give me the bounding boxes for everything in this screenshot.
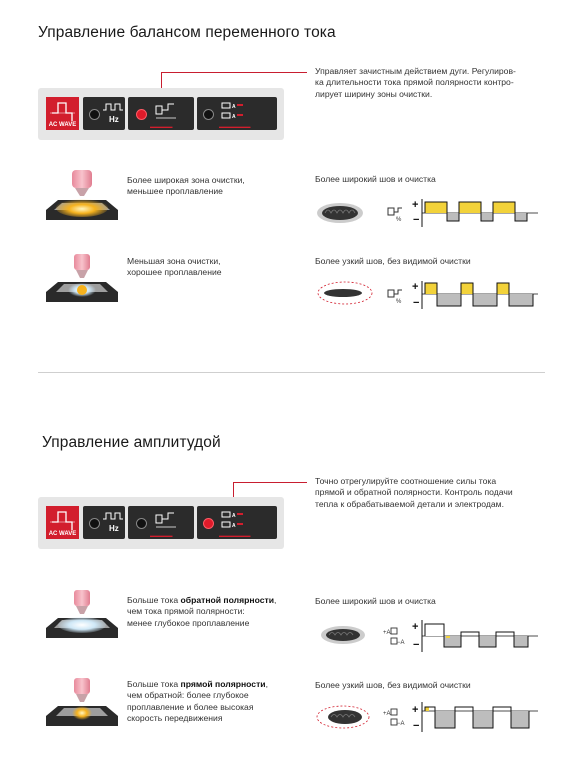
section2-note: Точно отрегулируйте соотношение силы тока прямой и обратной полярности. Контроль подачи тепла к обрабатываемой детали и электродам. xyxy=(315,476,513,509)
torch-narrow-icon xyxy=(42,252,122,308)
amplitude-symbol-icon xyxy=(383,708,407,730)
weld-bead-narrow xyxy=(315,280,375,306)
svg-text:+: + xyxy=(412,621,419,633)
svg-text:−: − xyxy=(413,297,420,309)
torch-wide-icon xyxy=(42,588,122,644)
svg-text:−: − xyxy=(413,214,420,226)
row1-caption: Более широкая зона очистки, меньшее проплавление xyxy=(127,175,245,197)
svg-text:−A: −A xyxy=(397,721,405,727)
frequency-control xyxy=(83,97,125,130)
waveform-amplitude-straight xyxy=(410,702,545,734)
amplitude-control xyxy=(197,97,277,130)
amplitude-knob[interactable] xyxy=(203,109,214,120)
amplitude-knob[interactable] xyxy=(203,518,214,529)
svg-text:+: + xyxy=(412,704,419,716)
balance-control xyxy=(128,97,194,130)
hz-label: Hz xyxy=(109,115,119,124)
svg-text:A: A xyxy=(232,104,236,110)
hz-label: Hz xyxy=(109,524,119,533)
frequency-control xyxy=(83,506,125,539)
row2-result: Более узкий шов, без видимой очистки xyxy=(315,256,471,266)
svg-text:%: % xyxy=(396,217,402,223)
weld-bead-wide xyxy=(315,201,365,225)
torch-wide-icon xyxy=(42,166,122,226)
amplitude-control xyxy=(197,506,277,539)
balance-symbol-icon xyxy=(386,288,404,304)
amplitude-icon xyxy=(219,510,249,532)
weld-bead-wide xyxy=(318,624,368,646)
row3-caption: Больше тока обратной полярности, чем тока прямой полярности: менее глубокое проплавление xyxy=(127,595,277,628)
square-wave-icon xyxy=(103,102,123,112)
row2-caption: Меньшая зона очистки, хорошее проплавление xyxy=(127,256,222,278)
balance-icon xyxy=(154,102,178,122)
balance-scale: ▬▬▬▬▬ xyxy=(150,533,173,538)
balance-knob[interactable] xyxy=(136,109,147,120)
svg-text:A: A xyxy=(232,513,236,519)
ac-wave-icon xyxy=(46,508,79,532)
ac-wave-icon xyxy=(46,99,79,123)
balance-symbol-icon xyxy=(386,206,404,222)
balance-control xyxy=(128,506,194,539)
section1-title: Управление балансом переменного тока xyxy=(38,24,336,41)
balance-knob[interactable] xyxy=(136,518,147,529)
balance-scale: ▬▬▬▬▬ xyxy=(150,124,173,129)
row4-caption: Больше тока прямой полярности, чем обратной: более глубокое проплавление и более высокая скорость передвижения xyxy=(127,679,268,724)
weld-bead-narrow xyxy=(315,704,371,730)
amplitude-scale: ▬▬▬▬▬▬▬ xyxy=(219,533,251,538)
svg-text:+A: +A xyxy=(383,711,391,717)
torch-narrow-icon xyxy=(42,676,122,732)
frequency-knob[interactable] xyxy=(89,109,100,120)
svg-text:A: A xyxy=(232,114,236,120)
svg-text:−: − xyxy=(413,720,420,732)
svg-text:+: + xyxy=(412,281,419,293)
section-divider xyxy=(38,372,545,373)
ac-wave-button[interactable]: AC WAVE xyxy=(46,506,79,539)
section2-title: Управление амплитудой xyxy=(42,434,221,451)
amplitude-scale: ▬▬▬▬▬▬▬ xyxy=(219,124,251,129)
amplitude-icon xyxy=(219,101,249,123)
ac-wave-button[interactable]: AC WAVE xyxy=(46,97,79,130)
leader-line xyxy=(161,72,307,73)
svg-text:+: + xyxy=(412,199,419,211)
control-panel xyxy=(38,497,284,549)
svg-text:+A: +A xyxy=(383,630,391,636)
row4-result: Более узкий шов, без видимой очистки xyxy=(315,680,471,690)
amplitude-symbol-icon xyxy=(383,627,407,649)
svg-text:%: % xyxy=(396,299,402,305)
section1-note: Управляет зачистным действием дуги. Регулиров- ка длительности тока прямой полярности контро- лирует ширину зоны очистки. xyxy=(315,66,516,99)
svg-text:A: A xyxy=(232,523,236,529)
control-panel xyxy=(38,88,284,140)
waveform-narrow-cleaning xyxy=(410,281,545,313)
svg-text:−: − xyxy=(413,639,420,651)
square-wave-icon xyxy=(103,511,123,521)
svg-text:−A: −A xyxy=(397,640,405,646)
waveform-wide-cleaning xyxy=(410,199,545,229)
leader-line xyxy=(233,482,307,483)
row1-result: Более широкий шов и очистка xyxy=(315,174,436,184)
row3-result: Более широкий шов и очистка xyxy=(315,596,436,606)
waveform-amplitude-reverse xyxy=(410,620,545,654)
balance-icon xyxy=(154,511,178,531)
frequency-knob[interactable] xyxy=(89,518,100,529)
